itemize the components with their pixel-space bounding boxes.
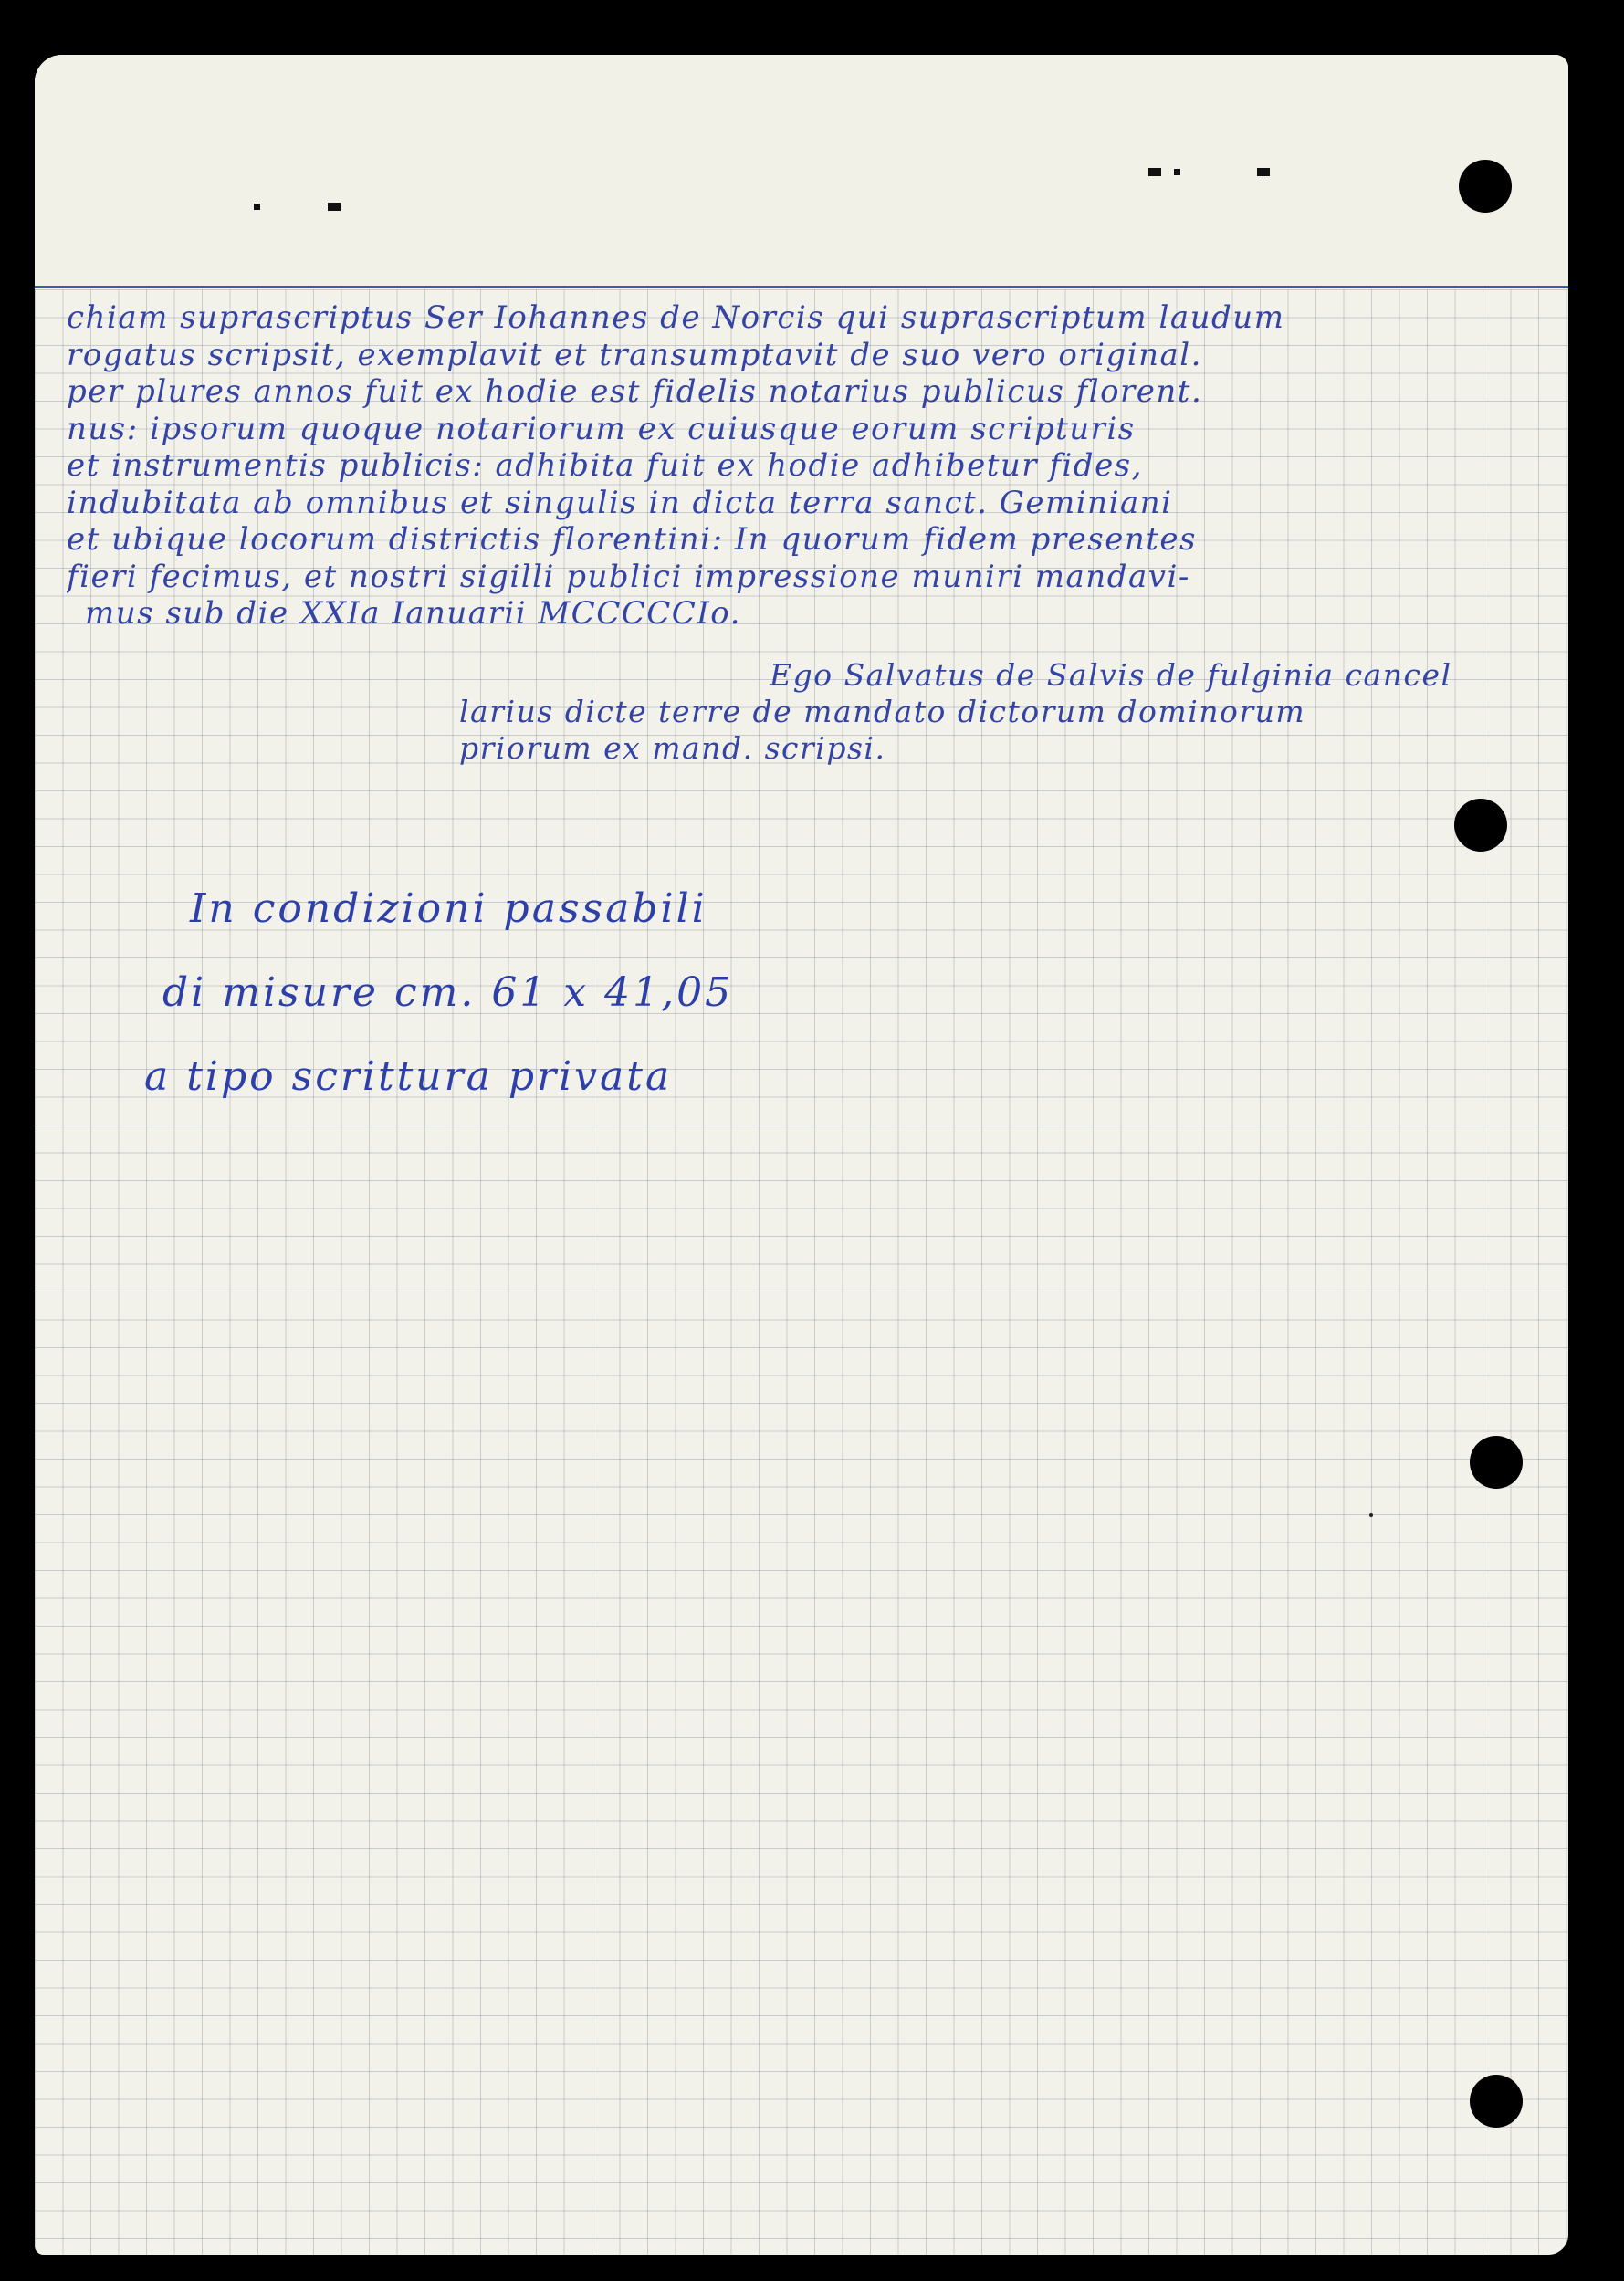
transcription-paragraph: [67, 299, 1545, 633]
page-header-band: [35, 55, 1568, 288]
ink-speck: [1369, 1513, 1373, 1517]
signature-line: priorum ex mand. scripsi.: [459, 730, 886, 766]
paragraph-line: mus sub die XXIa Ianuarii MCCCCCIo.: [85, 595, 741, 632]
paragraph-line: chiam suprascriptus Ser Iohannes de Norcis qui suprascriptum laudum: [67, 299, 1285, 336]
condition-note: [144, 867, 733, 1119]
binder-hole-1: [1459, 160, 1512, 213]
signature-line: Ego Salvatus de Salvis de fulginia cancel: [770, 657, 1452, 693]
note-line: In condizioni passabili: [190, 885, 707, 932]
binder-hole-4: [1470, 2075, 1523, 2128]
paragraph-line: et instrumentis publicis: adhibita fuit ex hodie adhibetur fides,: [67, 447, 1143, 484]
header-rule-line: [35, 286, 1568, 288]
note-line: di misure cm. 61 x 41,05: [162, 969, 734, 1016]
paragraph-line: per plures annos fuit ex hodie est fidelis notarius publicus florent.: [67, 373, 1203, 410]
binder-hole-2: [1454, 799, 1507, 852]
paragraph-line: rogatus scripsit, exemplavit et transumptavit de suo vero original.: [67, 336, 1202, 373]
paragraph-line: fieri fecimus, et nostri sigilli publici impressione muniri mandavi-: [67, 558, 1190, 595]
binder-hole-3: [1470, 1436, 1523, 1489]
notebook-page: [35, 55, 1568, 2255]
paragraph-line: nus: ipsorum quoque notariorum ex cuiusque eorum scripturis: [67, 410, 1136, 447]
paragraph-line: et ubique locorum districtis florentini: In quorum fidem presentes: [67, 521, 1197, 558]
note-line: a tipo scrittura privata: [144, 1053, 673, 1100]
signature-line: larius dicte terre de mandato dictorum dominorum: [459, 694, 1306, 729]
chancellor-signature-block: [459, 657, 1452, 767]
punch-marks-right: [1148, 168, 1270, 176]
paragraph-line: indubitata ab omnibus et singulis in dicta terra sanct. Geminiani: [67, 484, 1173, 521]
punch-marks-left: [254, 203, 341, 211]
